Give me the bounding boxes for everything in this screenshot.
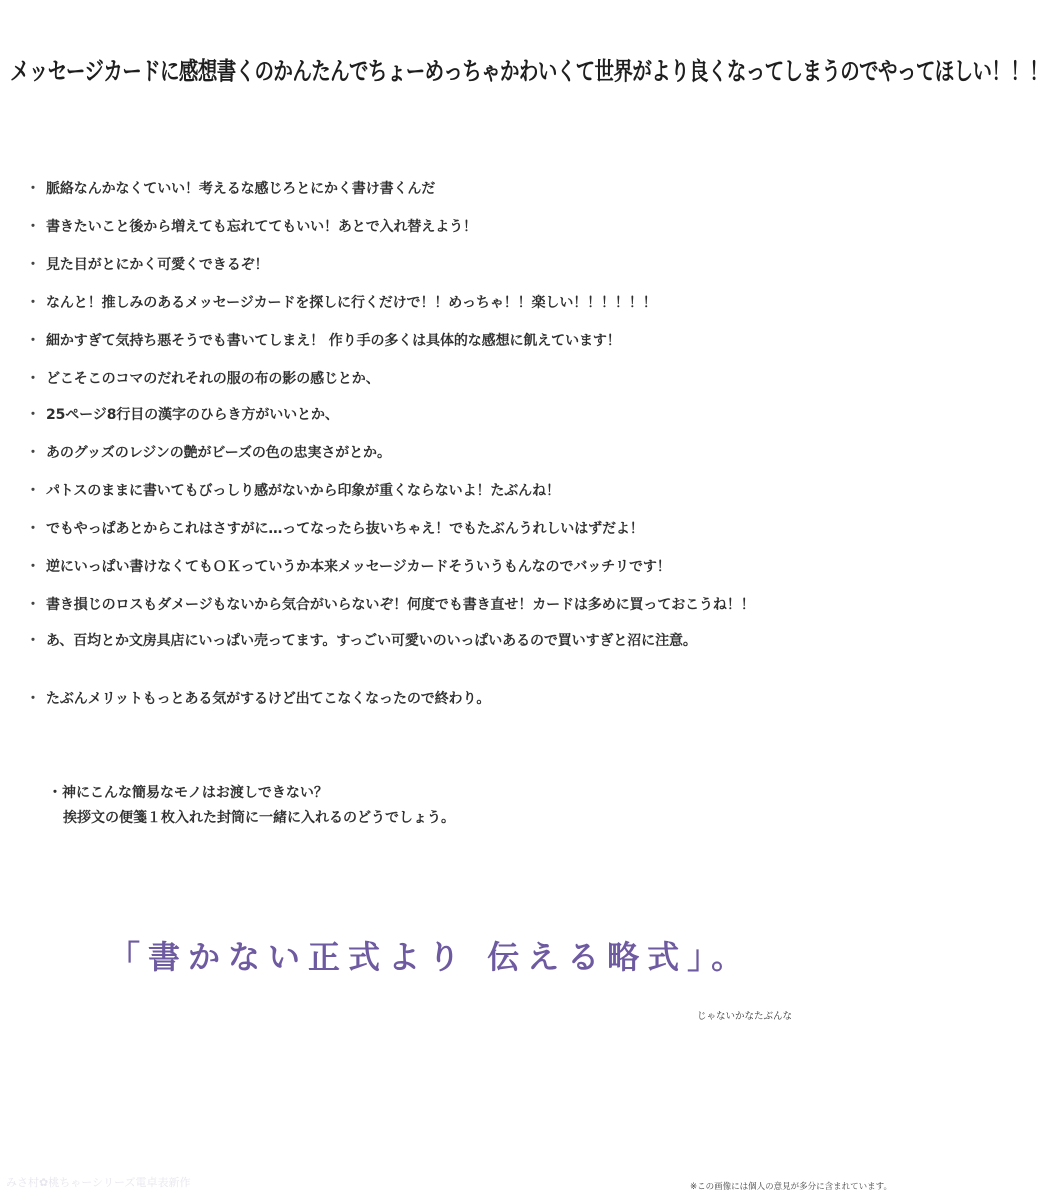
bullet-item xyxy=(26,518,644,538)
bullet-text: パトスのままに書いてもびっしり感がないから印象が重くならないよ！たぶんね！ xyxy=(46,483,560,499)
bullet-item xyxy=(26,630,697,650)
bullet-item xyxy=(26,368,380,388)
bullet-text: 書きたいこと後から増えても忘れててもいい！あとで入れ替えよう！ xyxy=(46,219,477,235)
bullet-item xyxy=(26,178,435,198)
bullet-item xyxy=(26,442,391,462)
bullet-marker: ・ xyxy=(26,521,40,537)
bullet-text: 細かすぎて気持ち悪そうでも書いてしまえ！ 作り手の多くは具体的な感想に飢えています！ xyxy=(46,333,621,349)
note-line-1: ・神にこんな簡易なモノはお渡しできない？ xyxy=(48,785,328,801)
bullet-marker: ・ xyxy=(26,559,40,575)
bullet-text: 見た目がとにかく可愛くできるぞ！ xyxy=(46,257,269,273)
bullet-item xyxy=(26,688,490,708)
bullet-item xyxy=(26,254,268,274)
bullet-text: 書き損じのロスもダメージもないから気合がいらないぞ！何度でも書き直せ！カードは多めに買っておこうね！！ xyxy=(46,597,755,613)
bullet-item xyxy=(26,594,755,614)
bullet-marker: ・ xyxy=(26,483,40,499)
bullet-text: なんと！推しみのあるメッセージカードを探しに行くだけで！！めっちゃ！！楽しい！！！！！！ xyxy=(46,295,657,311)
bullet-item xyxy=(26,404,339,424)
bullet-marker: ・ xyxy=(26,407,40,423)
bullet-text: どこそこのコマのだれそれの服の布の影の感じとか、 xyxy=(46,371,380,387)
bullet-item xyxy=(26,330,621,350)
watermark: みさ村✿桃ちゃーシリーズ電卓表新作 xyxy=(6,1176,191,1189)
bullet-marker: ・ xyxy=(26,181,40,197)
slogan: 「書かない正式より 伝える略式」。 xyxy=(108,938,752,976)
slogan-subtext: じゃないかなたぶんな xyxy=(697,1011,793,1022)
bullet-marker: ・ xyxy=(26,257,40,273)
bullet-text: あ、百均とか文房具店にいっぱい売ってます。すっごい可愛いのいっぱいあるので買いすぎと沼に注意。 xyxy=(46,633,697,649)
bullet-item xyxy=(26,292,657,312)
page-title: メッセージカードに感想書くのかんたんでちょーめっちゃかわいくて世界がより良くなってしまうのでやってほしい！！！ xyxy=(10,57,1048,86)
bullet-text: 25ページ8行目の漢字のひらき方がいいとか、 xyxy=(46,407,339,423)
bullet-marker: ・ xyxy=(26,691,40,707)
bullet-item xyxy=(26,480,560,500)
bullet-text: あのグッズのレジンの艶がビーズの色の忠実さがとか。 xyxy=(46,445,391,461)
bullet-marker: ・ xyxy=(26,219,40,235)
bullet-item xyxy=(26,216,477,236)
bullet-item xyxy=(26,556,671,576)
bullet-marker: ・ xyxy=(26,333,40,349)
note-line-2: 挨拶文の便箋１枚入れた封筒に一緒に入れるのどうでしょう。 xyxy=(63,810,455,826)
bullet-text: たぶんメリットもっとある気がするけど出てこなくなったので終わり。 xyxy=(46,691,491,707)
bullet-text: 逆にいっぱい書けなくてもＯＫっていうか本来メッセージカードそういうもんなのでバッチリです！ xyxy=(46,559,671,575)
bullet-text: 脈絡なんかなくていい！考えるな感じろとにかく書け書くんだ xyxy=(46,181,436,197)
disclaimer: ※この画像には個人の意見が多分に含まれています。 xyxy=(690,1182,892,1192)
bullet-text: でもやっぱあとからこれはさすがに…ってなったら抜いちゃえ！でもたぶんうれしいはずだよ！ xyxy=(46,521,644,537)
note-block xyxy=(48,781,455,831)
bullet-marker: ・ xyxy=(26,445,40,461)
bullet-marker: ・ xyxy=(26,633,40,649)
bullet-marker: ・ xyxy=(26,295,40,311)
bullet-marker: ・ xyxy=(26,371,40,387)
bullet-marker: ・ xyxy=(26,597,40,613)
